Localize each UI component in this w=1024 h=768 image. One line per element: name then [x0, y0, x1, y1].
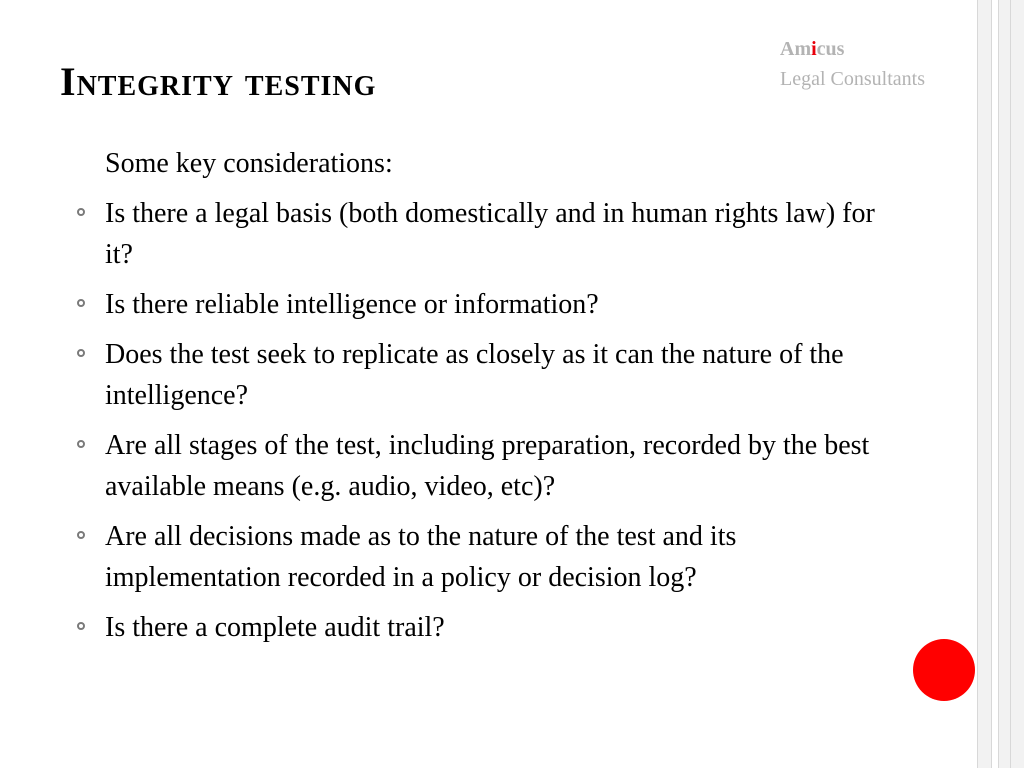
slide-frame-line [991, 0, 992, 768]
bullet-text: Are all decisions made as to the nature of the test and its implementation recorded in a policy or decision log? [105, 521, 737, 593]
list-item [105, 607, 905, 648]
slide-frame-right [978, 0, 1024, 768]
red-circle-decoration [913, 639, 975, 701]
intro-text: Some key considerations: [105, 148, 393, 179]
bullet-text: Does the test seek to replicate as closely as it can the nature of the intelligence? [105, 339, 844, 411]
slide-frame-line [998, 0, 999, 768]
slide-frame-line [977, 0, 978, 768]
slide-title: Integrity testing [60, 59, 377, 104]
bullet-text: Is there a legal basis (both domestically and in human rights law) for it? [105, 198, 875, 270]
logo-name-part1: Am [780, 38, 812, 60]
list-item [105, 516, 905, 598]
bullet-circle-icon [77, 299, 85, 307]
bullet-circle-icon [77, 208, 85, 216]
slide-frame-line [1010, 0, 1011, 768]
logo-subtitle: Legal Consultants [780, 68, 925, 90]
bullet-text: Is there a complete audit trail? [105, 612, 445, 643]
logo-name-part2: cus [816, 38, 845, 60]
bullet-text: Are all stages of the test, including preparation, recorded by the best available means (e.g. audio, video, etc)? [105, 430, 870, 502]
bullet-text: Is there reliable intelligence or information? [105, 289, 599, 320]
slide-content [105, 143, 905, 657]
list-item [105, 425, 905, 507]
bullet-list [105, 193, 905, 648]
list-item [105, 284, 905, 325]
list-item [105, 193, 905, 275]
logo-name [780, 34, 925, 64]
bullet-circle-icon [77, 531, 85, 539]
company-logo [780, 34, 925, 94]
logo-name-accent: i [811, 38, 817, 60]
bullet-circle-icon [77, 622, 85, 630]
bullet-circle-icon [77, 349, 85, 357]
bullet-circle-icon [77, 440, 85, 448]
list-item [105, 334, 905, 416]
